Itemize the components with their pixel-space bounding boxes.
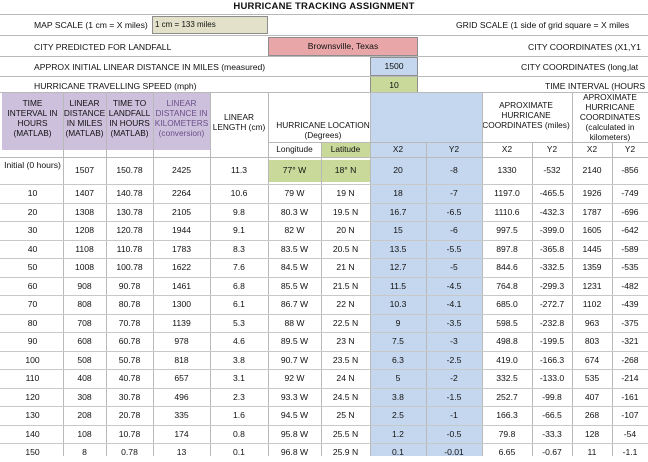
cell-grid-x2[interactable]: 18 — [393, 188, 403, 198]
header-mile-coords: APROXIMATE HURRICANE COORDINATES (miles) — [482, 100, 570, 130]
cell-km-y2[interactable]: -439 — [621, 299, 639, 309]
cell-linear-km[interactable]: 1783 — [171, 243, 192, 254]
cell-linear-km[interactable]: 2425 — [171, 165, 192, 175]
cell-time[interactable]: 80 — [27, 317, 38, 328]
speed-label: HURRICANE TRAVELLING SPEED (mph) — [34, 81, 197, 91]
cell-mile-x2[interactable]: 79.8 — [498, 428, 516, 439]
cell-km-x2[interactable]: 674 — [584, 354, 600, 365]
cell-km-x2[interactable]: 1445 — [582, 243, 602, 254]
table-row — [0, 158, 648, 184]
cell-linear-miles[interactable]: 708 — [77, 317, 92, 328]
cell-linear-cm[interactable]: 3.8 — [233, 354, 245, 365]
cell-linear-cm[interactable]: 2.3 — [233, 391, 245, 402]
cell-km-y2[interactable]: -107 — [621, 410, 639, 420]
cell-linear-km[interactable]: 496 — [174, 391, 189, 402]
speed-value[interactable]: 10 — [370, 76, 418, 94]
cell-latitude[interactable]: 24 N — [336, 373, 355, 383]
cell-linear-miles[interactable]: 208 — [77, 410, 92, 420]
initial-distance-label: APPROX INITIAL LINEAR DISTANCE IN MILES (measured) — [34, 62, 266, 72]
cell-time-to-landfall[interactable]: 50.78 — [118, 354, 141, 365]
cell-km-y2[interactable]: -1.1 — [622, 447, 638, 457]
subheader-km-x2: X2 — [586, 144, 598, 154]
cell-latitude[interactable]: 22 N — [336, 299, 355, 309]
cell-latitude[interactable]: 25.9 N — [332, 447, 359, 457]
cell-time-to-landfall[interactable]: 10.78 — [118, 428, 141, 439]
page-title: HURRICANE TRACKING ASSIGNMENT — [233, 1, 415, 12]
cell-time-to-landfall[interactable]: 100.78 — [116, 262, 143, 272]
cell-linear-km[interactable]: 1944 — [171, 225, 192, 235]
cell-longitude[interactable]: 77° W — [282, 165, 307, 175]
cell-grid-x2[interactable]: 15 — [393, 225, 403, 235]
cell-time[interactable]: 130 — [25, 410, 40, 420]
cell-linear-miles[interactable]: 408 — [77, 373, 92, 383]
cell-grid-y2[interactable]: -5.5 — [446, 243, 462, 254]
cell-linear-km[interactable]: 174 — [174, 428, 189, 439]
cell-linear-cm[interactable]: 6.1 — [233, 299, 245, 309]
cell-linear-cm[interactable]: 4.6 — [233, 336, 245, 346]
cell-mile-y2[interactable]: -199.5 — [539, 336, 565, 346]
cell-linear-miles[interactable]: 508 — [77, 354, 92, 365]
header-location: HURRICANE LOCATION (Degrees) — [276, 120, 370, 140]
cell-km-x2[interactable]: 1926 — [582, 188, 602, 198]
cell-latitude[interactable]: 21.5 N — [332, 280, 359, 291]
cell-linear-cm[interactable]: 9.1 — [233, 225, 245, 235]
cell-linear-km[interactable]: 2264 — [171, 188, 192, 198]
cell-mile-x2[interactable]: 6.65 — [498, 447, 516, 457]
cell-mile-x2[interactable]: 764.8 — [496, 280, 518, 291]
cell-grid-y2[interactable]: -6 — [450, 225, 458, 235]
cell-mile-y2[interactable]: -532 — [543, 165, 561, 175]
cell-mile-x2[interactable]: 685.0 — [496, 299, 518, 309]
cell-longitude[interactable]: 96.8 W — [280, 447, 309, 457]
cell-time[interactable]: 120 — [25, 391, 40, 402]
cell-latitude[interactable]: 25 N — [336, 410, 355, 420]
cell-time-to-landfall[interactable]: 120.78 — [116, 225, 143, 235]
cell-mile-y2[interactable]: -99.8 — [542, 391, 562, 402]
cell-km-y2[interactable]: -589 — [621, 243, 639, 254]
cell-time-to-landfall[interactable]: 130.78 — [116, 206, 143, 217]
cell-km-y2[interactable]: -749 — [621, 188, 639, 198]
cell-latitude[interactable]: 19.5 N — [332, 206, 359, 217]
cell-grid-x2[interactable]: 2.5 — [392, 410, 404, 420]
cell-grid-x2[interactable]: 9 — [395, 317, 401, 328]
table-row — [0, 369, 648, 388]
table-row — [0, 388, 648, 407]
cell-grid-y2[interactable]: -2 — [450, 373, 458, 383]
cell-mile-x2[interactable]: 1197.0 — [494, 188, 520, 198]
cell-km-x2[interactable]: 407 — [584, 391, 600, 402]
city-coords-longlat-label: CITY COORDINATES (long,lat — [521, 62, 639, 72]
cell-time-to-landfall[interactable]: 80.78 — [118, 299, 141, 309]
cell-linear-km[interactable]: 1139 — [172, 317, 191, 328]
time-interval-label: TIME INTERVAL (HOURS — [545, 81, 646, 91]
cell-time-to-landfall[interactable]: 70.78 — [118, 317, 141, 328]
cell-mile-x2[interactable]: 166.3 — [496, 410, 518, 420]
cell-km-x2[interactable]: 1102 — [582, 299, 602, 309]
cell-linear-cm[interactable]: 7.6 — [233, 262, 245, 272]
cell-time[interactable]: 20 — [27, 206, 38, 217]
cell-linear-miles[interactable]: 108 — [77, 428, 92, 439]
subheader-km-y2: Y2 — [624, 144, 636, 154]
cell-longitude[interactable]: 82 W — [284, 225, 305, 235]
table-row — [0, 277, 648, 296]
table-row — [0, 406, 648, 425]
cell-longitude[interactable]: 85.5 W — [280, 280, 309, 291]
cell-grid-x2[interactable]: 10.3 — [389, 299, 407, 309]
cell-longitude[interactable]: 88 W — [284, 317, 305, 328]
cell-km-x2[interactable]: 1605 — [582, 225, 602, 235]
cell-longitude[interactable]: 93.3 W — [280, 391, 309, 402]
cell-mile-y2[interactable]: -0.67 — [542, 447, 562, 457]
cell-km-x2[interactable]: 1359 — [582, 262, 602, 272]
cell-linear-miles[interactable]: 1507 — [74, 165, 95, 175]
table-row — [0, 258, 648, 277]
cell-linear-miles[interactable]: 1407 — [74, 188, 95, 198]
cell-latitude[interactable]: 22.5 N — [332, 317, 359, 328]
cell-mile-y2[interactable]: -232.8 — [539, 317, 565, 328]
cell-linear-cm[interactable]: 10.6 — [230, 188, 248, 198]
table-row — [0, 240, 648, 259]
table-row — [0, 443, 648, 462]
header-time-interval: TIME INTERVAL IN HOURS (MATLAB) — [2, 92, 63, 150]
cell-latitude[interactable]: 21 N — [336, 262, 355, 272]
city-coords-label: CITY COORDINATES (X1,Y1 — [528, 42, 641, 52]
cell-grid-y2[interactable]: -0.01 — [444, 447, 464, 457]
cell-mile-y2[interactable]: -399.0 — [539, 225, 565, 235]
cell-km-y2[interactable]: -268 — [621, 354, 639, 365]
cell-mile-y2[interactable]: -432.3 — [539, 206, 565, 217]
cell-km-y2[interactable]: -535 — [621, 262, 639, 272]
cell-mile-x2[interactable]: 498.8 — [496, 336, 518, 346]
cell-time-to-landfall[interactable]: 30.78 — [118, 391, 141, 402]
header-linear-cm: LINEAR LENGTH (cm) — [212, 112, 266, 132]
cell-grid-y2[interactable]: -5 — [450, 262, 458, 272]
cell-latitude[interactable]: 23 N — [336, 336, 355, 346]
cell-longitude[interactable]: 84.5 W — [280, 262, 309, 272]
cell-km-y2[interactable]: -856 — [621, 165, 639, 175]
cell-linear-cm[interactable]: 8.3 — [233, 243, 245, 254]
cell-linear-cm[interactable]: 6.8 — [233, 280, 245, 291]
header-linear-km: LINEAR DISTANCE IN KILOMETERS (conversion) — [153, 92, 210, 150]
cell-linear-miles[interactable]: 308 — [77, 391, 92, 402]
cell-longitude[interactable]: 79 W — [284, 188, 305, 198]
cell-latitude[interactable]: 19 N — [336, 188, 355, 198]
cell-grid-y2[interactable]: -4.5 — [446, 280, 462, 291]
subheader-latitude: Latitude — [330, 144, 361, 154]
cell-grid-y2[interactable]: -1 — [450, 410, 458, 420]
cell-time-to-landfall[interactable]: 40.78 — [118, 373, 141, 383]
cell-km-x2[interactable]: 268 — [584, 410, 600, 420]
table-row — [0, 295, 648, 314]
cell-grid-x2[interactable]: 3.8 — [392, 391, 404, 402]
cell-grid-x2[interactable]: 13.5 — [389, 243, 407, 254]
cell-km-x2[interactable]: 1787 — [582, 206, 602, 217]
cell-mile-x2[interactable]: 997.5 — [496, 225, 518, 235]
cell-km-y2[interactable]: -321 — [621, 336, 639, 346]
header-linear-miles: LINEAR DISTANCE IN MILES (MATLAB) — [63, 92, 106, 150]
cell-linear-miles[interactable]: 1208 — [74, 225, 95, 235]
cell-linear-km[interactable]: 1622 — [171, 262, 192, 272]
cell-km-y2[interactable]: -482 — [621, 280, 639, 291]
cell-linear-cm[interactable]: 11.3 — [230, 165, 248, 175]
cell-latitude[interactable]: 20 N — [336, 225, 355, 235]
table-row — [0, 184, 648, 203]
cell-mile-y2[interactable]: -166.3 — [539, 354, 565, 365]
cell-longitude[interactable]: 80.3 W — [280, 206, 309, 217]
cell-km-y2[interactable]: -375 — [621, 317, 639, 328]
cell-km-y2[interactable]: -54 — [623, 428, 637, 439]
cell-mile-x2[interactable]: 844.6 — [496, 262, 518, 272]
cell-longitude[interactable]: 86.7 W — [280, 299, 309, 309]
cell-grid-x2[interactable]: 0.1 — [392, 447, 404, 457]
cell-longitude[interactable]: 92 W — [284, 373, 305, 383]
subheader-longitude: Longitude — [276, 144, 313, 154]
cell-grid-y2[interactable]: -4.1 — [446, 299, 462, 309]
cell-longitude[interactable]: 89.5 W — [280, 336, 309, 346]
cell-time-to-landfall[interactable]: 60.78 — [118, 336, 141, 346]
cell-linear-km[interactable]: 657 — [174, 373, 189, 383]
cell-grid-x2[interactable]: 5 — [395, 373, 401, 383]
cell-longitude[interactable]: 94.5 W — [280, 410, 309, 420]
subheader-mile-y2: Y2 — [546, 144, 558, 154]
cell-linear-cm[interactable]: 9.8 — [233, 206, 245, 217]
cell-grid-y2[interactable]: -0.5 — [446, 428, 462, 439]
cell-mile-y2[interactable]: -332.5 — [539, 262, 565, 272]
cell-latitude[interactable]: 18° N — [334, 165, 357, 175]
table-row — [0, 203, 648, 222]
cell-linear-miles[interactable]: 1008 — [74, 262, 95, 272]
cell-mile-x2[interactable]: 332.5 — [496, 373, 518, 383]
cell-latitude[interactable]: 20.5 N — [332, 243, 359, 254]
cell-linear-miles[interactable]: 808 — [77, 299, 92, 309]
cell-longitude[interactable]: 83.5 W — [280, 243, 309, 254]
cell-grid-x2[interactable]: 6.3 — [392, 354, 404, 365]
cell-km-x2[interactable]: 128 — [584, 428, 600, 439]
table-row — [0, 351, 648, 370]
cell-linear-km[interactable]: 1461 — [171, 280, 192, 291]
cell-grid-y2[interactable]: -1.5 — [446, 391, 462, 402]
cell-mile-y2[interactable]: -66.5 — [542, 410, 562, 420]
cell-grid-y2[interactable]: -8 — [450, 165, 458, 175]
cell-linear-miles[interactable]: 8 — [82, 447, 87, 457]
cell-linear-miles[interactable]: 1308 — [74, 206, 95, 217]
cell-longitude[interactable]: 90.7 W — [280, 354, 309, 365]
cell-mile-y2[interactable]: -33.3 — [542, 428, 562, 439]
header-time-to-landfall: TIME TO LANDFALL IN HOURS (MATLAB) — [106, 92, 153, 150]
cell-grid-y2[interactable]: -6.5 — [446, 206, 462, 217]
cell-linear-cm[interactable]: 1.6 — [233, 410, 245, 420]
cell-grid-x2[interactable]: 1.2 — [392, 428, 404, 439]
cell-latitude[interactable]: 24.5 N — [332, 391, 359, 402]
cell-mile-x2[interactable]: 419.0 — [496, 354, 518, 365]
cell-grid-x2[interactable]: 20 — [393, 165, 403, 175]
cell-mile-y2[interactable]: -299.3 — [539, 280, 565, 291]
subheader-mile-x2: X2 — [501, 144, 513, 154]
cell-grid-x2[interactable]: 12.7 — [389, 262, 407, 272]
cell-time[interactable]: 40 — [27, 243, 38, 254]
cell-mile-y2[interactable]: -272.7 — [539, 299, 565, 309]
cell-km-x2[interactable]: 963 — [584, 317, 600, 328]
cell-latitude[interactable]: 25.5 N — [332, 428, 359, 439]
table-row — [0, 425, 648, 444]
cell-latitude[interactable]: 23.5 N — [332, 354, 359, 365]
subheader-grid-y2: Y2 — [448, 144, 460, 154]
cell-km-x2[interactable]: 1231 — [582, 280, 602, 291]
cell-time[interactable]: 150 — [25, 447, 40, 457]
city-landfall-value[interactable]: Brownsville, Texas — [268, 37, 418, 56]
cell-mile-x2[interactable]: 897.8 — [496, 243, 518, 254]
table-row — [0, 221, 648, 240]
table-row — [0, 332, 648, 351]
cell-km-x2[interactable]: 2140 — [582, 165, 602, 175]
cell-linear-cm[interactable]: 0.1 — [233, 447, 245, 457]
cell-linear-miles[interactable]: 608 — [77, 336, 92, 346]
cell-km-x2[interactable]: 11 — [587, 447, 597, 457]
cell-time-to-landfall[interactable]: 20.78 — [118, 410, 141, 420]
cell-longitude[interactable]: 95.8 W — [280, 428, 309, 439]
cell-time[interactable]: 50 — [27, 262, 38, 272]
map-scale-value[interactable]: 1 cm = 133 miles — [152, 16, 268, 34]
cell-time[interactable]: 70 — [27, 299, 38, 309]
subheader-grid-x2: X2 — [392, 144, 404, 154]
table-row — [0, 314, 648, 333]
cell-mile-x2[interactable]: 1110.6 — [494, 206, 520, 217]
cell-mile-x2[interactable]: 1330 — [497, 165, 517, 175]
cell-linear-miles[interactable]: 908 — [77, 280, 92, 291]
cell-km-y2[interactable]: -214 — [621, 373, 639, 383]
cell-linear-km[interactable]: 978 — [174, 336, 189, 346]
grid-scale-label: GRID SCALE (1 side of grid square = X miles — [456, 20, 630, 30]
cell-km-y2[interactable]: -696 — [621, 206, 639, 217]
cell-time[interactable]: 30 — [27, 225, 38, 235]
cell-grid-y2[interactable]: -7 — [450, 188, 458, 198]
cell-km-y2[interactable]: -642 — [621, 225, 639, 235]
cell-linear-km[interactable]: 335 — [174, 410, 189, 420]
cell-linear-cm[interactable]: 0.8 — [233, 428, 245, 439]
cell-linear-cm[interactable]: 5.3 — [233, 317, 245, 328]
cell-time[interactable]: 100 — [25, 354, 40, 365]
city-landfall-label: CITY PREDICTED FOR LANDFALL — [34, 42, 172, 52]
cell-time[interactable]: 110 — [25, 373, 40, 383]
cell-time-to-landfall[interactable]: 150.78 — [116, 165, 143, 175]
cell-linear-cm[interactable]: 3.1 — [233, 373, 245, 383]
cell-grid-y2[interactable]: -2.5 — [446, 354, 462, 365]
cell-linear-km[interactable]: 1300 — [171, 299, 192, 309]
cell-time-to-landfall[interactable]: 0.78 — [121, 447, 138, 457]
cell-time-to-landfall[interactable]: 110.78 — [116, 243, 143, 254]
cell-km-x2[interactable]: 803 — [584, 336, 600, 346]
cell-time[interactable]: 60 — [27, 280, 38, 291]
cell-linear-km[interactable]: 818 — [174, 354, 189, 365]
cell-time[interactable]: Initial (0 hours) — [4, 160, 61, 170]
cell-linear-km[interactable]: 2105 — [171, 206, 192, 217]
cell-linear-miles[interactable]: 1108 — [75, 243, 94, 254]
cell-mile-y2[interactable]: -365.8 — [539, 243, 565, 254]
cell-time[interactable]: 90 — [27, 336, 38, 346]
cell-grid-x2[interactable]: 11.5 — [389, 280, 407, 291]
header-km-coords: APROXIMATE HURRICANE COORDINATES (calculated in kilometers) — [579, 92, 641, 142]
cell-grid-x2[interactable]: 16.7 — [389, 206, 407, 217]
cell-time[interactable]: 140 — [25, 428, 40, 439]
cell-mile-x2[interactable]: 598.5 — [496, 317, 518, 328]
cell-mile-x2[interactable]: 252.7 — [496, 391, 518, 402]
cell-km-x2[interactable]: 535 — [584, 373, 600, 383]
cell-grid-x2[interactable]: 7.5 — [392, 336, 404, 346]
cell-time[interactable]: 10 — [27, 188, 38, 198]
cell-time-to-landfall[interactable]: 90.78 — [118, 280, 141, 291]
map-scale-label: MAP SCALE (1 cm = X miles) — [34, 20, 148, 30]
cell-time-to-landfall[interactable]: 140.78 — [116, 188, 143, 198]
cell-grid-y2[interactable]: -3.5 — [446, 317, 462, 328]
cell-linear-km[interactable]: 13 — [176, 447, 187, 457]
cell-grid-y2[interactable]: -3 — [450, 336, 458, 346]
cell-km-y2[interactable]: -161 — [621, 391, 639, 402]
initial-distance-value[interactable]: 1500 — [370, 57, 418, 76]
cell-mile-y2[interactable]: -465.5 — [539, 188, 565, 198]
cell-mile-y2[interactable]: -133.0 — [539, 373, 565, 383]
